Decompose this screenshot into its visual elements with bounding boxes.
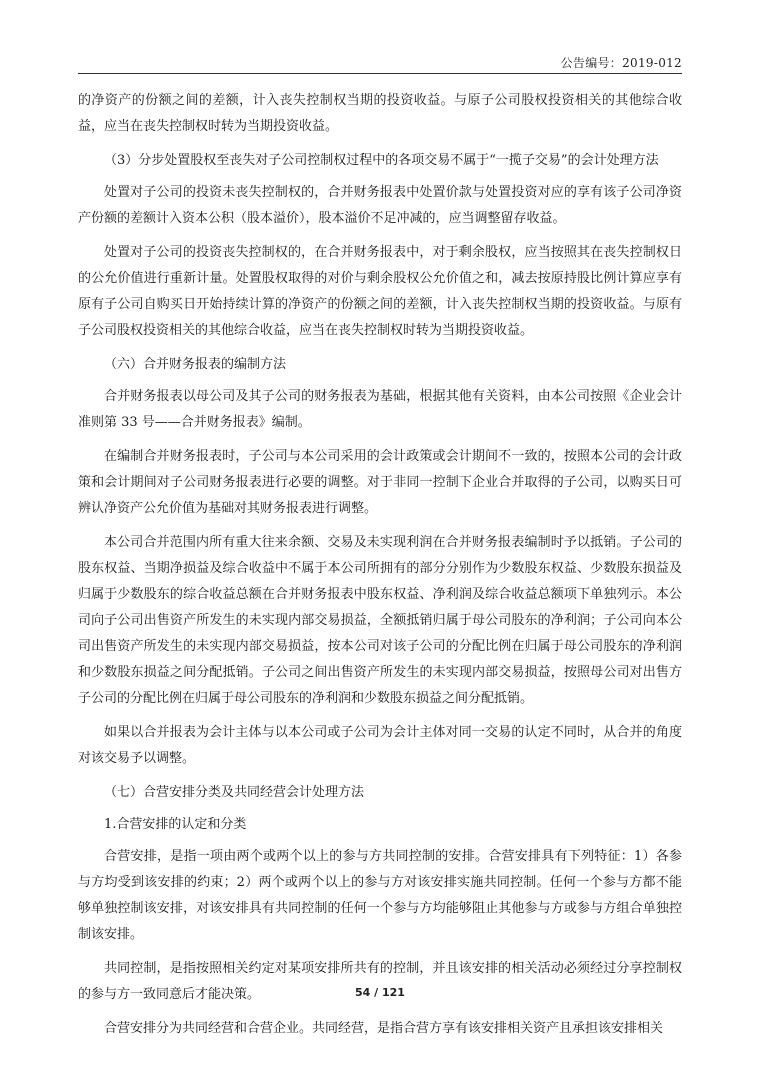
paragraph-continuation: 的净资产的份额之间的差额，计入丧失控制权当期的投资收益。与原子公司股权投资相关的其他综合收益，应当在丧失控制权时转为当期投资收益。 bbox=[78, 93, 682, 134]
paragraph: 处置对子公司的投资未丧失控制权的，合并财务报表中处置价款与处置投资对应的享有该子公司净资产份额的差额计入资本公积（股本溢价），股本溢价不足冲减的，应当调整留存收益。 bbox=[78, 185, 682, 226]
document-body bbox=[78, 88, 682, 1050]
section-heading-3: （3）分步处置股权至丧失对子公司控制权过程中的各项交易不属于“一揽子交易”的会计处理方法 bbox=[104, 153, 659, 168]
section-heading-6: （六）合并财务报表的编制方法 bbox=[104, 357, 287, 372]
subsection-heading-1: 1.合营安排的认定和分类 bbox=[104, 817, 247, 832]
section-heading-7: （七）合营安排分类及共同经营会计处理方法 bbox=[104, 785, 365, 800]
paragraph: 合并财务报表以母公司及其子公司的财务报表为基础，根据其他有关资料，由本公司按照《企业会计准则第 33 号——合并财务报表》编制。 bbox=[78, 389, 682, 430]
paragraph: 共同控制，是指按照相关约定对某项安排所共有的控制，并且该安排的相关活动必须经过分享控制权的参与方一致同意后才能决策。 bbox=[78, 961, 682, 1002]
header-divider bbox=[78, 73, 682, 74]
paragraph: 在编制合并财务报表时，子公司与本公司采用的会计政策或会计期间不一致的，按照本公司的会计政策和会计期间对子公司财务报表进行必要的调整。对于非同一控制下企业合并取得的子公司，以购买日可辨认净资产公允价值为基础对其财务报表进行调整。 bbox=[78, 449, 682, 516]
paragraph: 本公司合并范围内所有重大往来余额、交易及未实现利润在合并财务报表编制时予以抵销。子公司的股东权益、当期净损益及综合收益中不属于本公司所拥有的部分分别作为少数股东权益、少数股东损益及归属于少数股东的综合收益总额在合并财务报表中股东权益、净利润及综合收益总额项下单独列示。本公司向子公司出售资产所发生的未实现内部交易损益，全额抵销归属于母公司股东的净利润；子公司向本公司出售资产所发生的未实现内部交易损益，按本公司对该子公司的分配比例在归属于母公司股东的净利润和少数股东损益之间分配抵销。子公司之间出售资产所发生的未实现内部交易损益，按照母公司对出售方子公司的分配比例在归属于母公司股东的净利润和少数股东损益之间分配抵销。 bbox=[78, 535, 682, 706]
paragraph: 合营安排分为共同经营和合营企业。共同经营，是指合营方享有该安排相关资产且承担该安排相关 bbox=[104, 1021, 664, 1036]
announcement-code: 公告编号：2019-012 bbox=[560, 56, 682, 70]
paragraph: 如果以合并报表为会计主体与以本公司或子公司为会计主体对同一交易的认定不同时，从合并的角度对该交易予以调整。 bbox=[78, 725, 682, 766]
paragraph: 合营安排，是指一项由两个或两个以上的参与方共同控制的安排。合营安排具有下列特征：1）各参与方均受到该安排的约束；2）两个或两个以上的参与方对该安排实施共同控制。任何一个参与方都不能够单独控制该安排，对该安排具有共同控制的任何一个参与方均能够阻止其他参与方或参与方组合单独控制该安排。 bbox=[78, 849, 682, 942]
paragraph: 处置对子公司的投资丧失控制权的，在合并财务报表中，对于剩余股权，应当按照其在丧失控制权日的公允价值进行重新计量。处置股权取得的对价与剩余股权公允价值之和，减去按原持股比例计算应享有原有子公司自购买日开始持续计算的净资产的份额之间的差额，计入丧失控制权当期的投资收益。与原有子公司股权投资相关的其他综合收益，应当在丧失控制权时转为当期投资收益。 bbox=[78, 245, 682, 338]
page-number: 54 / 121 bbox=[355, 986, 405, 999]
